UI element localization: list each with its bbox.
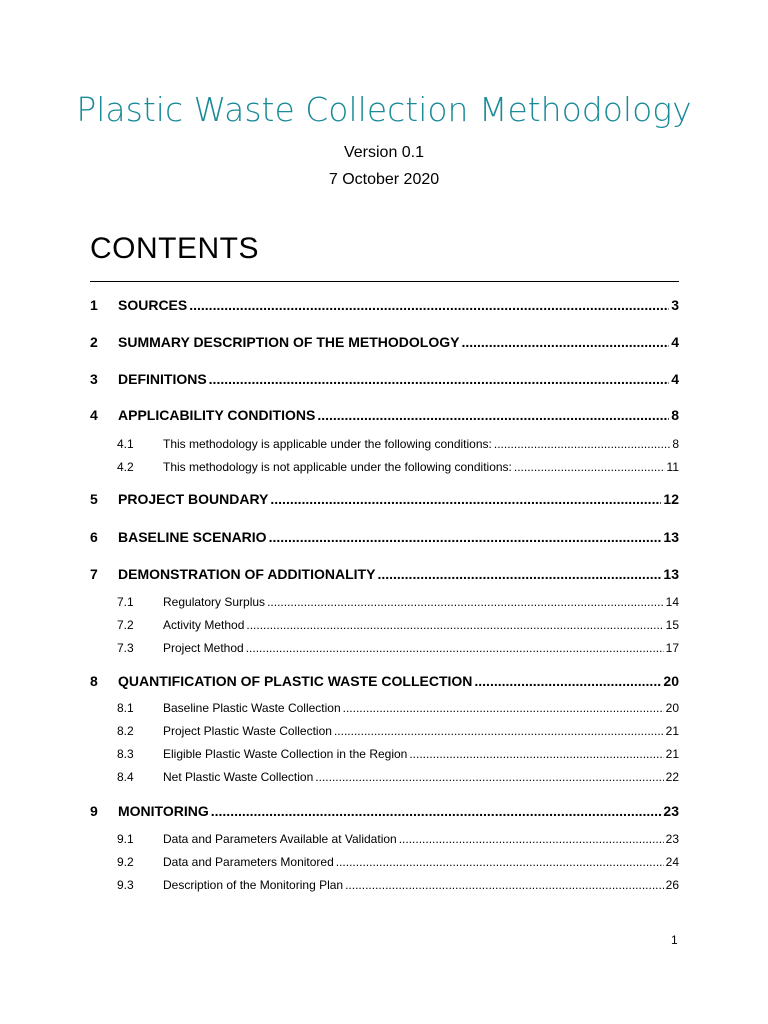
toc-entry-number: 3 (90, 371, 98, 387)
toc-entry-label: QUANTIFICATION OF PLASTIC WASTE COLLECTION (118, 673, 473, 689)
toc-entry-number: 8.1 (117, 701, 134, 715)
toc-entry-page: 20 (663, 673, 679, 689)
toc-leader-dots (494, 437, 670, 451)
toc-entry-3[interactable] (90, 371, 679, 387)
toc-entry-7[interactable] (90, 566, 679, 582)
toc-leader-dots (269, 529, 662, 545)
toc-entry-number: 8.2 (117, 724, 134, 738)
toc-entry-page: 26 (665, 878, 679, 892)
toc-leader-dots (336, 855, 664, 869)
toc-leader-dots (246, 641, 664, 655)
toc-entry-9-3[interactable] (90, 878, 679, 892)
toc-leader-dots (377, 566, 661, 582)
toc-entry-number: 7.2 (117, 618, 134, 632)
toc-entry-page: 22 (665, 770, 679, 784)
toc-entry-page: 4 (671, 334, 679, 350)
toc-entry-number: 1 (90, 297, 98, 313)
toc-entry-4[interactable] (90, 407, 679, 423)
toc-entry-page: 20 (665, 701, 679, 715)
toc-entry-label: DEFINITIONS (118, 371, 207, 387)
toc-entry-number: 4.2 (117, 460, 134, 474)
toc-entry-page: 23 (665, 832, 679, 846)
toc-entry-label: BASELINE SCENARIO (118, 529, 267, 545)
document-date: 7 October 2020 (328, 171, 440, 188)
toc-entry-page: 8 (671, 407, 679, 423)
toc-entry-page: 15 (665, 618, 679, 632)
toc-entry-page: 13 (663, 566, 679, 582)
toc-leader-dots (409, 747, 663, 761)
toc-entry-number: 9.3 (117, 878, 134, 892)
toc-entry-page: 21 (665, 747, 679, 761)
toc-entry-label: SUMMARY DESCRIPTION OF THE METHODOLOGY (118, 334, 460, 350)
toc-entry-page: 11 (666, 460, 679, 474)
toc-entry-label: This methodology is applicable under the following conditions: (163, 437, 492, 451)
toc-entry-page: 17 (665, 641, 679, 655)
toc-entry-label: Data and Parameters Available at Validation (163, 832, 397, 846)
contents-divider (90, 281, 679, 282)
toc-entry-page: 8 (672, 437, 679, 451)
toc-entry-label: Description of the Monitoring Plan (163, 878, 344, 892)
toc-entry-4-1[interactable] (90, 437, 679, 451)
toc-entry-label: Data and Parameters Monitored (163, 855, 334, 869)
toc-entry-number: 8 (90, 673, 98, 689)
toc-leader-dots (209, 371, 670, 387)
toc-leader-dots (345, 878, 664, 892)
toc-leader-dots (474, 673, 661, 689)
toc-entry-label: Eligible Plastic Waste Collection in the Region (163, 747, 408, 761)
toc-entry-8-2[interactable] (90, 724, 679, 738)
toc-entry-7-1[interactable] (90, 595, 679, 609)
toc-entry-label: DEMONSTRATION OF ADDITIONALITY (118, 566, 376, 582)
toc-entry-7-3[interactable] (90, 641, 679, 655)
toc-entry-9-2[interactable] (90, 855, 679, 869)
contents-heading: CONTENTS (90, 232, 259, 265)
toc-entry-number: 4 (90, 407, 98, 423)
toc-leader-dots (514, 460, 665, 474)
toc-entry-page: 24 (665, 855, 679, 869)
toc-entry-label: SOURCES (118, 297, 188, 313)
toc-leader-dots (315, 770, 663, 784)
toc-entry-label: This methodology is not applicable under the following conditions: (163, 460, 512, 474)
toc-entry-number: 8.4 (117, 770, 134, 784)
toc-leader-dots (461, 334, 669, 350)
toc-entry-page: 23 (663, 803, 679, 819)
toc-entry-8-4[interactable] (90, 770, 679, 784)
toc-entry-4-2[interactable] (90, 460, 679, 474)
toc-entry-label: Net Plastic Waste Collection (163, 770, 314, 784)
toc-entry-label: MONITORING (118, 803, 209, 819)
toc-leader-dots (267, 595, 664, 609)
toc-entry-number: 4.1 (117, 437, 134, 451)
toc-entry-number: 9 (90, 803, 98, 819)
document-title: Plastic Waste Collection Methodology (76, 90, 692, 129)
toc-leader-dots (211, 803, 662, 819)
toc-leader-dots (270, 491, 661, 507)
toc-entry-2[interactable] (90, 334, 679, 350)
toc-entry-number: 5 (90, 491, 98, 507)
toc-entry-label: APPLICABILITY CONDITIONS (118, 407, 316, 423)
toc-entry-page: 13 (663, 529, 679, 545)
toc-entry-number: 2 (90, 334, 98, 350)
toc-entry-number: 9.1 (117, 832, 134, 846)
toc-entry-7-2[interactable] (90, 618, 679, 632)
toc-leader-dots (189, 297, 669, 313)
toc-entry-label: Regulatory Surplus (163, 595, 266, 609)
toc-entry-9[interactable] (90, 803, 679, 819)
toc-leader-dots (334, 724, 664, 738)
toc-leader-dots (399, 832, 664, 846)
toc-entry-1[interactable] (90, 297, 679, 313)
toc-entry-6[interactable] (90, 529, 679, 545)
toc-leader-dots (343, 701, 664, 715)
toc-entry-page: 4 (671, 371, 679, 387)
document-version: Version 0.1 (343, 144, 425, 161)
toc-entry-8[interactable] (90, 673, 679, 689)
toc-entry-8-3[interactable] (90, 747, 679, 761)
toc-entry-8-1[interactable] (90, 701, 679, 715)
page-number: 1 (671, 933, 678, 947)
toc-entry-number: 7.1 (117, 595, 134, 609)
toc-entry-number: 8.3 (117, 747, 134, 761)
toc-entry-label: Activity Method (163, 618, 245, 632)
toc-entry-page: 21 (665, 724, 679, 738)
toc-entry-9-1[interactable] (90, 832, 679, 846)
toc-entry-page: 14 (665, 595, 679, 609)
toc-entry-label: PROJECT BOUNDARY (118, 491, 269, 507)
toc-entry-page: 3 (671, 297, 679, 313)
toc-leader-dots (246, 618, 663, 632)
toc-entry-number: 6 (90, 529, 98, 545)
toc-entry-5[interactable] (90, 491, 679, 507)
toc-entry-label: Project Plastic Waste Collection (163, 724, 332, 738)
toc-entry-label: Baseline Plastic Waste Collection (163, 701, 341, 715)
toc-leader-dots (317, 407, 669, 423)
toc-entry-number: 7.3 (117, 641, 134, 655)
toc-entry-number: 7 (90, 566, 98, 582)
toc-entry-number: 9.2 (117, 855, 134, 869)
toc-entry-page: 12 (663, 491, 679, 507)
toc-entry-label: Project Method (163, 641, 244, 655)
